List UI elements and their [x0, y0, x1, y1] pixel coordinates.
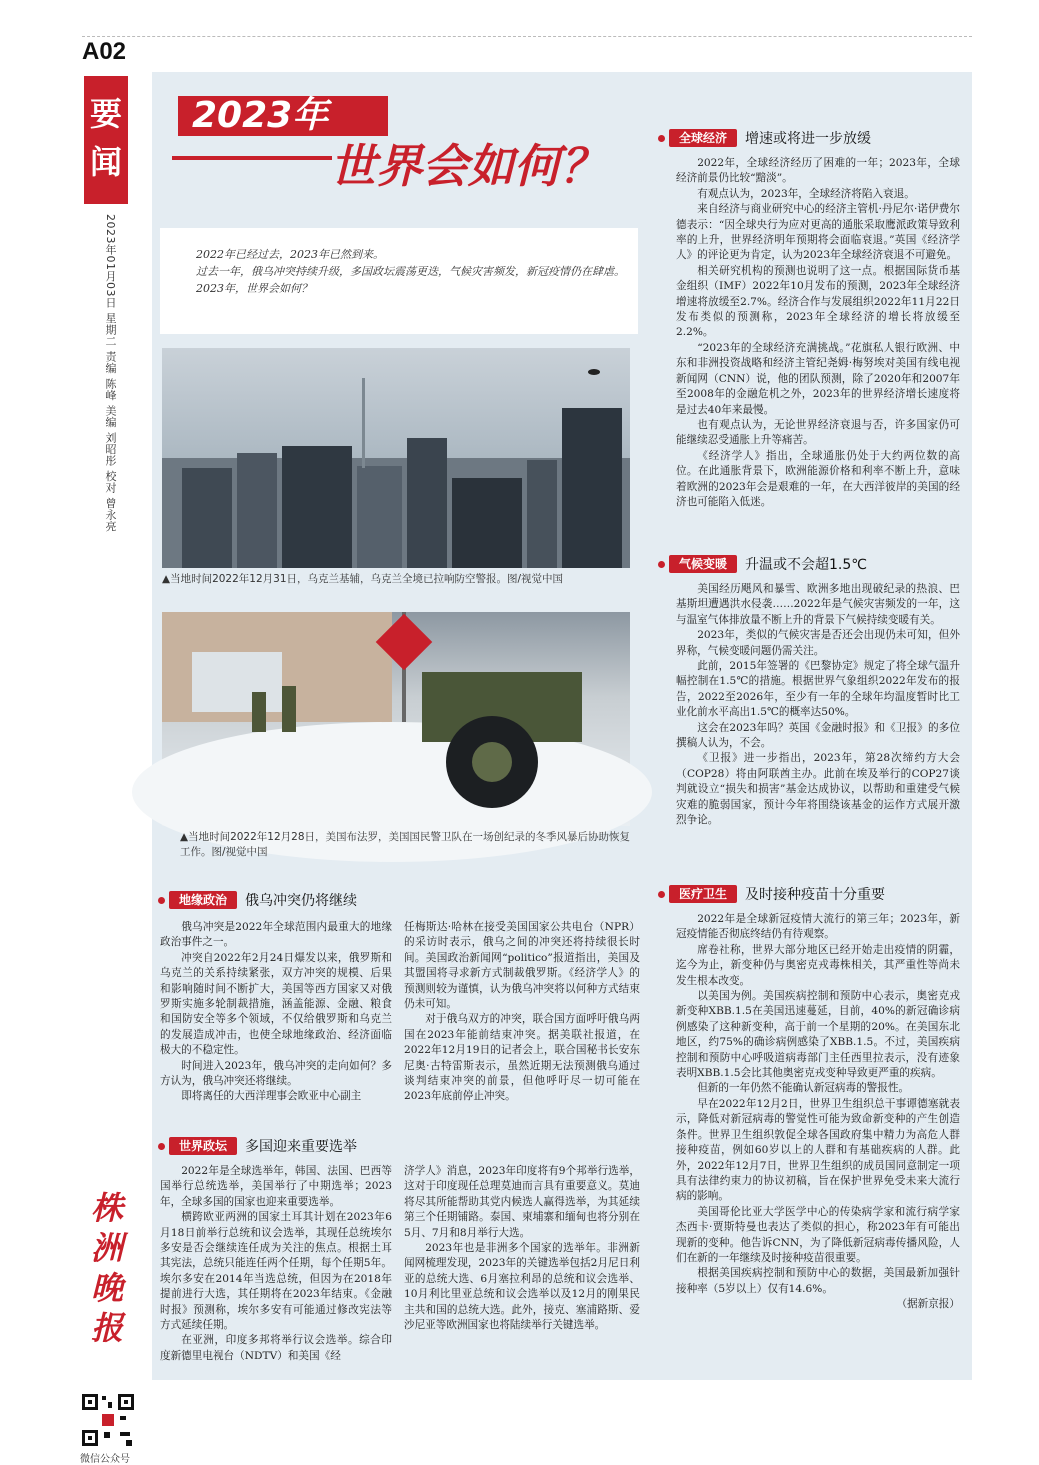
- politics-tag: 世界政坛: [169, 1137, 237, 1155]
- wechat-label: 微信公众号: [80, 1454, 130, 1465]
- paragraph: 有观点认为，2023年，全球经济将陷入衰退。: [697, 187, 915, 200]
- headline-question: 世界会如何？: [330, 139, 606, 193]
- paragraph: “2023年的全球经济充满挑战。”花旗私人银行欧洲、中东和非洲投资战略和经济主管纪尧姆·梅努埃对美国有线电视新闻网（CNN）说，他的团队预测，除了2020年和2007年至2008年的金融危机之外，2023年的世界经济增长速度将是过去40年来最慢。: [676, 341, 960, 416]
- climate-tag: 气候变暖: [669, 555, 737, 573]
- paragraph: 2023年也是非洲多个国家的选举年。非洲新闻网梳理发现，2023年的关键选举包括2月尼日利亚的总统大选、6月塞拉利昂的总统和议会选举、10月利比里亚总统和议会选举以及12月的刚果民主共和国的总统大选。此外，接克、塞浦路斯、爱沙尼亚等欧洲国家也将陆续举行关键选举。: [404, 1242, 640, 1332]
- paragraph: 根据美国疾病控制和预防中心的数据，美国最新加强针接种率（5岁以上）仅有14.6%。: [676, 1267, 960, 1295]
- intro-line: 2023年，世界会如何？: [196, 282, 312, 295]
- paragraph: 这会在2023年吗？英国《金融时报》和《卫报》的多位撰稿人认为，不会。: [676, 721, 960, 750]
- climate-body: [676, 582, 960, 829]
- paragraph: 以美国为例。美国疾病控制和预防中心表示，奥密克戎新变种XBB.1.5在美国迅速蔓延，目前，40%的新冠确诊病例感染了这种新变种，高于前一个星期的20%。在美国东北地区，约75%的确诊病例感染了XBB.1.5。不过，美国疾病控制和预防中心呼吸道病毒部门主任西里拉表示，没有迹象表明XBB.1.5会比其他奥密克戎变种导致更严重的疾病。: [676, 990, 960, 1080]
- source-note: （据新京报）: [896, 1298, 960, 1311]
- geo-tag: 地缘政治: [169, 891, 237, 909]
- climate-heading: [658, 554, 968, 574]
- paragraph: 此前，2015年签署的《巴黎协定》规定了将全球气温升幅控制在1.5℃的措施。根据世界气象组织2022年发布的报告，2022至2026年，至少有一年的全球年均温度暂时比工业化前水平高出1.5℃的概率达50%。: [676, 660, 960, 719]
- politics-heading: [158, 1136, 458, 1156]
- paragraph: 美国经历飓风和暴雪、欧洲多地出现破纪录的热浪、巴基斯坦遭遇洪水侵袭……2022年是气候灾害频发的一年，这与温室气体排放量不断上升的背景下气候持续变暖有关。: [676, 583, 960, 626]
- paragraph: 济学人》消息，2023年印度将有9个邦举行选举，这对于印度现任总理莫迪而言具有重要意义。莫迪将尽其所能帮助其党内候选人赢得选举，为其延续第三个任期铺路。泰国、柬埔寨和缅甸也将分别在5月、7月和8月举行大选。: [404, 1165, 640, 1239]
- paragraph: 也有观点认为，无论世界经济衰退与否，许多国家仍可能继续忍受通胀上升等痛苦。: [676, 418, 960, 447]
- paragraph: 冲突自2022年2月24日爆发以来，俄罗斯和乌克兰的关系持续紧张，双方冲突的规模、后果和影响随时间不断扩大，美国等西方国家又对俄罗斯实施多轮制裁措施，涵盖能源、金融、粮食和国防安全等多个领域，不仅给俄罗斯和乌克兰的发展造成冲击，也使全球地缘政治、经济面临极大的不稳定性。: [160, 951, 392, 1057]
- paragraph: 任梅斯达·哈林在接受美国国家公共电台（NPR）的采访时表示，俄乌之间的冲突还将持续很长时间。美国政治新闻网“politico”报道指出，美国及其盟国将寻求新方式制裁俄罗斯。《经济学人》的预测则较为谨慎，认为俄乌冲突将以何种方式结束仍未可知。: [404, 921, 640, 1011]
- paragraph: 来自经济与商业研究中心的经济主管机·丹尼尔·诺伊费尔德表示：“因全球央行为应对更高的通胀采取鹰派政策导致利率的上升，世界经济明年预期将会面临衰退。”英国《经济学人》的评论更为肯定，认为2023年全球经济衰退不可避免。: [676, 203, 960, 262]
- kyiv-skyline-photo: [162, 348, 630, 568]
- photo2-caption: ▲当地时间2022年12月28日，美国布法罗，美国国民警卫队在一场创纪录的冬季风暴后协助恢复工作。图/视觉中国: [180, 831, 631, 858]
- qr-code-icon[interactable]: [80, 1392, 136, 1448]
- climate-title: 升温或不会超1.5℃: [745, 557, 868, 573]
- intro-line: 2022年已经过去，2023年已然到来。: [196, 248, 384, 261]
- health-heading: [658, 884, 968, 904]
- health-tag: 医疗卫生: [669, 885, 737, 903]
- paragraph: 相关研究机构的预测也说明了这一点。根据国际货币基金组织（IMF）2022年10月发布的预测，2023年全球经济增速将放缓至2.7%。经济合作与发展组织2022年11月22日发布类似的预测称，2023年全球经济的增长将放缓至2.2%。: [676, 264, 960, 339]
- newspaper-logo: 株洲晚报: [90, 1189, 123, 1347]
- paragraph: 即将离任的大西洋理事会欧亚中心副主: [181, 1090, 362, 1103]
- paragraph: 《卫报》进一步指出，2023年，第28次缔约方大会（COP28）将由阿联酋主办。此前在埃及举行的COP27谈判就设立“损失和损害”基金达成协议，以帮助和重建受气候灾难的脆弱国家，预计今年将围绕该基金的运作方式展开激烈争论。: [676, 752, 960, 827]
- economy-heading: [658, 128, 968, 148]
- paragraph: 席卷社称，世界大部分地区已经开始走出疫情的阴霾，迄今为止，新变种仍与奥密克戎毒株相关，其严重性等尚未发生根本改变。: [676, 943, 960, 987]
- politics-title: 多国迎来重要选举: [245, 1139, 358, 1155]
- bullet-icon: [158, 1143, 165, 1150]
- economy-title: 增速或将进一步放缓: [745, 131, 872, 147]
- health-body: [676, 912, 960, 1313]
- paragraph: 美国哥伦比亚大学医学中心的传染病学家和流行病学家杰西卡·贾斯特曼也表达了类似的担心，称2023年有可能出现新的变种。他告诉CNN，为了降低新冠病毒传播风险，人们在新的一年继续及时接种疫苗很重要。: [676, 1205, 960, 1264]
- economy-tag: 全球经济: [669, 129, 737, 147]
- economy-body: [676, 156, 960, 510]
- geo-col2: [404, 920, 640, 1105]
- intro-text: [196, 246, 636, 297]
- top-rule: [82, 36, 972, 37]
- skyline-illustration: [162, 348, 630, 568]
- title-accent-line: [172, 156, 332, 160]
- health-title: 及时接种疫苗十分重要: [745, 887, 886, 903]
- paragraph: 2022年是全球选举年，韩国、法国、巴西等国举行总统选举，美国举行了中期选举；2023年，全球多国的国家也迎来重要选举。: [160, 1165, 392, 1208]
- photo1-caption: ▲当地时间2022年12月31日，乌克兰基辅，乌克兰全境已拉响防空警报。图/视觉中国: [162, 573, 564, 585]
- paragraph: 2022年，全球经济经历了困难的一年；2023年，全球经济前景仍比较“黯淡”。: [676, 157, 960, 185]
- politics-col1: [160, 1164, 392, 1364]
- page-number: A02: [82, 38, 127, 65]
- paragraph: 时间进入2023年，俄乌冲突的走向如何？多方认为，俄乌冲突还将继续。: [160, 1059, 392, 1088]
- politics-col2: [404, 1164, 640, 1333]
- paragraph: 对于俄乌双方的冲突，联合国方面呼吁俄乌两国在2023年能前结束冲突。据美联社报道，在2022年12月19日的记者会上，联合国秘书长安东尼奥·古特雷斯表示，虽然近期无法预测俄乌通过谈判结束冲突的前景，但他呼吁尽一切可能在2023年底前停止冲突。: [404, 1013, 640, 1103]
- section-label: 要闻: [84, 76, 128, 204]
- bullet-icon: [658, 561, 665, 568]
- paragraph: 早在2022年12月2日，世界卫生组织总干事谭德塞就表示，降低对新冠病毒的警觉性可能为致命新变种的产生创造条件。世界卫生组织敦促全球各国政府集中精力为高危人群接种疫苗，例如60岁以上的人群和有基础疾病的人群。此外，2022年12月7日，世界卫生组织的成员国同意制定一项具有法律约束力的协议初稿，旨在保护世界免受未来大流行病的影响。: [676, 1097, 960, 1203]
- bullet-icon: [658, 135, 665, 142]
- paragraph: 2023年，类似的气候灾害是否还会出现仍未可知，但外界称，气候变暖问题仍需关注。: [676, 629, 960, 657]
- headline-year: 2023年: [178, 96, 388, 136]
- geo-col1: [160, 920, 392, 1105]
- issue-meta: 2023年01月03日 星期二 责编 陈峰 美编 刘昭彤 校对 曾永亮: [104, 214, 117, 532]
- paragraph: 俄乌冲突是2022年全球范围内最重大的地缘政治事件之一。: [160, 921, 392, 949]
- paragraph: 横跨欧亚两洲的国家土耳其计划在2023年6月18日前举行总统和议会选举，其现任总统埃尔多安是否会继续连任成为关注的焦点。根据土耳其宪法，总统只能连任两个任期，每个任期5年。埃尔多安在2014年当选总统，但因为在2018年提前进行大选，其任期将在2023年结束。《金融时报》预测称，埃尔多安有可能通过修改宪法等方式延续任期。: [160, 1211, 392, 1332]
- paragraph: 2022年是全球新冠疫情大流行的第三年；2023年，新冠疫情能否彻底终结仍有待观察。: [676, 913, 960, 941]
- paragraph: 《经济学人》指出，全球通胀仍处于大约两位数的高位。在此通胀背景下，欧洲能源价格和利率不断上升，意味着欧洲的2023年会是艰难的一年，在大西洋彼岸的美国的经济也可能陷入低迷。: [676, 449, 960, 508]
- geo-title: 俄乌冲突仍将继续: [245, 893, 358, 909]
- geo-heading: [158, 890, 458, 910]
- buffalo-snow-photo: [162, 612, 630, 826]
- snow-scene-illustration: [162, 612, 630, 826]
- paragraph: 在亚洲，印度多邦将举行议会选举。综合印度新德里电视台（NDTV）和美国《经: [160, 1334, 392, 1362]
- paragraph: 但新的一年仍然不能确认新冠病毒的警报性。: [697, 1082, 910, 1095]
- bullet-icon: [658, 891, 665, 898]
- intro-line: 过去一年，俄乌冲突持续升级，多国政坛震荡更迭，气候灾害频发，新冠疫情仍在肆虐。: [196, 265, 625, 278]
- bullet-icon: [158, 897, 165, 904]
